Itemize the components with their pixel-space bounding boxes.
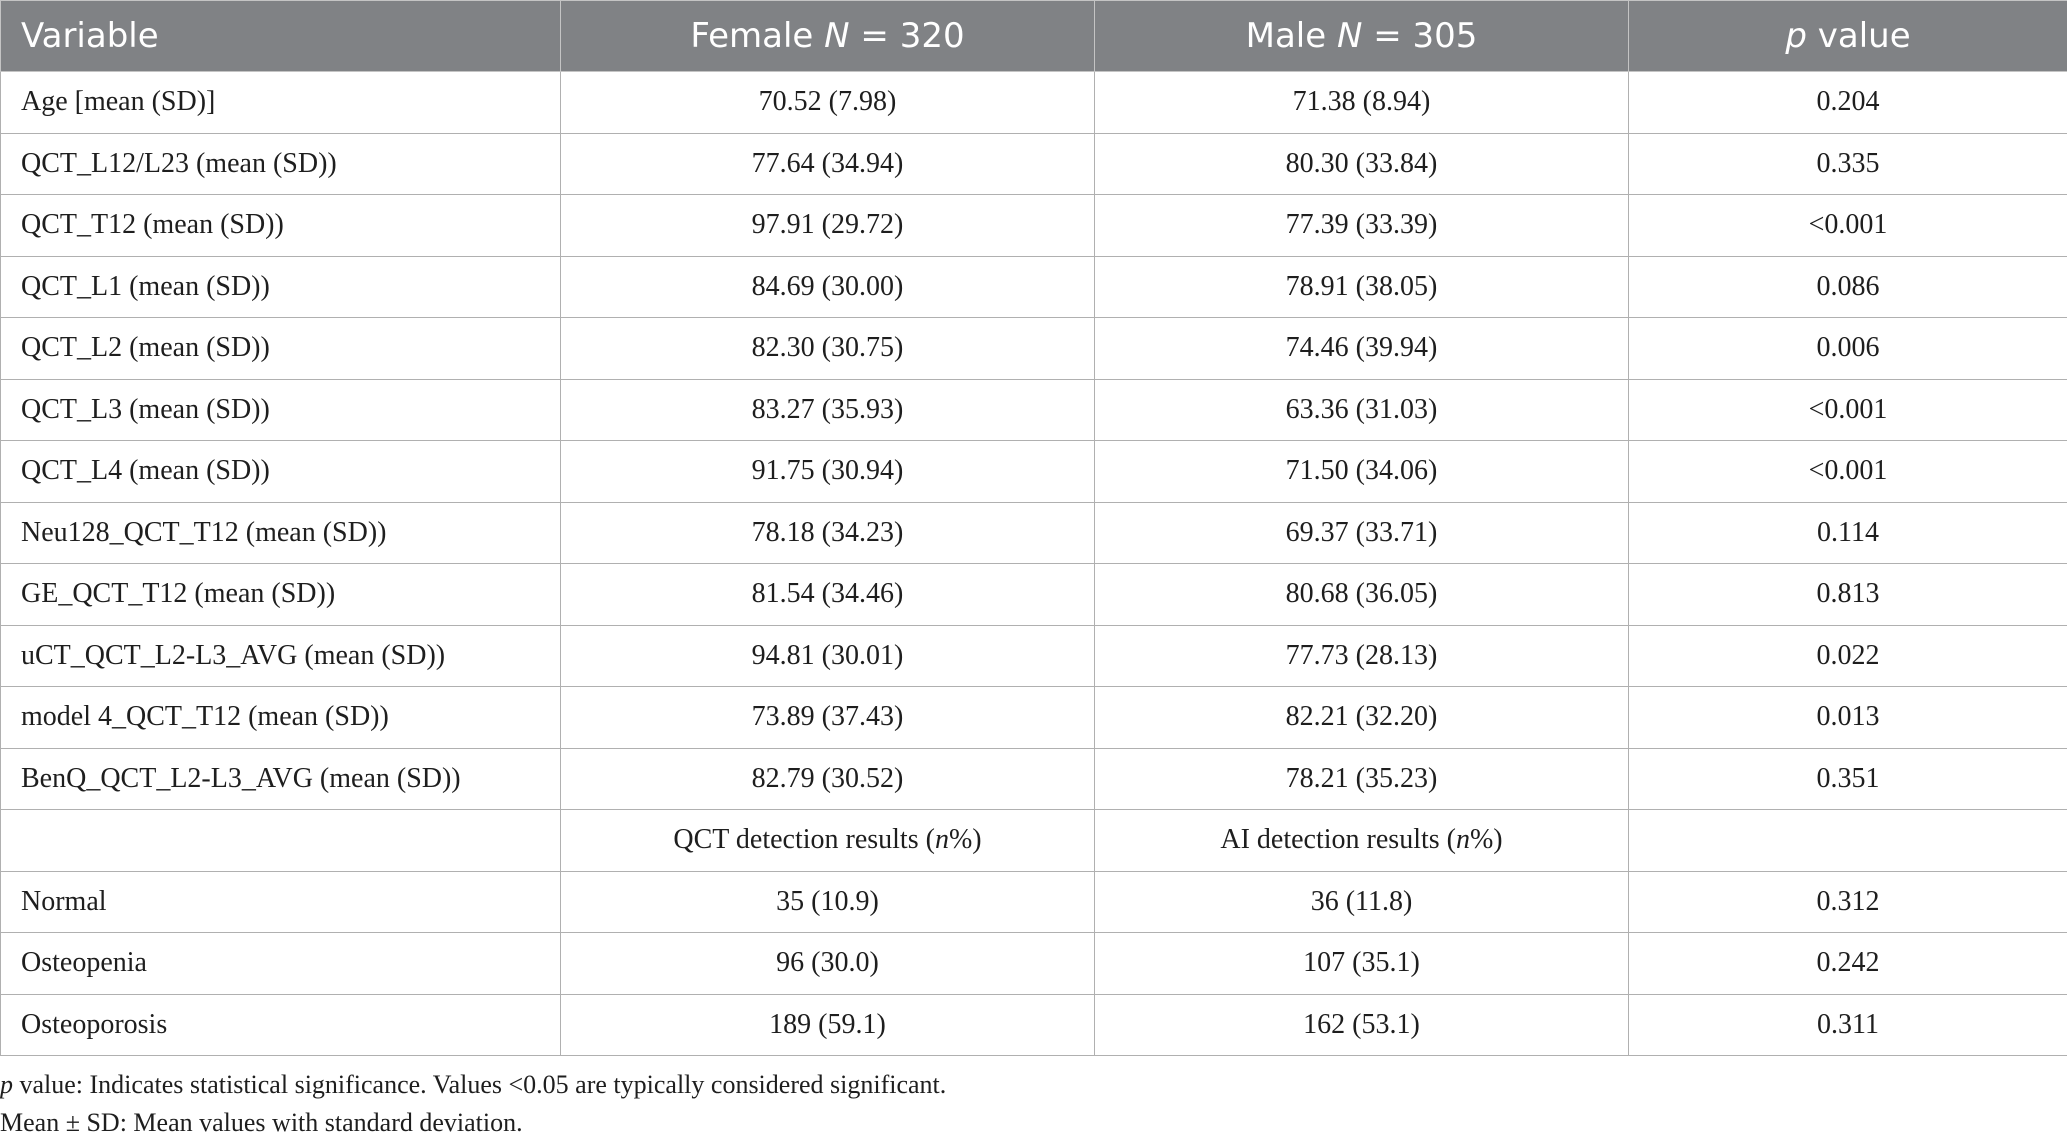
row-cell-male: 77.73 (28.13) — [1095, 625, 1629, 687]
subheader-ai: AI detection results (n%) — [1095, 810, 1629, 872]
row-cell-female: 83.27 (35.93) — [561, 379, 1095, 441]
row-cell-female: 77.64 (34.94) — [561, 133, 1095, 195]
table-row — [1, 379, 2067, 441]
row-cell-female: 84.69 (30.00) — [561, 256, 1095, 318]
row-label: QCT_L4 (mean (SD)) — [1, 441, 561, 503]
row-cell-female: 78.18 (34.23) — [561, 502, 1095, 564]
detection-row — [1, 871, 2067, 933]
subheader-p-cell — [1629, 810, 2067, 872]
row-cell-qct: 35 (10.9) — [561, 871, 1095, 933]
row-cell-p: 0.086 — [1629, 256, 2067, 318]
row-cell-qct: 189 (59.1) — [561, 994, 1095, 1056]
row-cell-p: <0.001 — [1629, 195, 2067, 257]
header-row — [1, 1, 2067, 72]
row-cell-ai: 107 (35.1) — [1095, 933, 1629, 995]
row-cell-female: 81.54 (34.46) — [561, 564, 1095, 626]
row-cell-p: 0.204 — [1629, 72, 2067, 134]
row-cell-p: 0.114 — [1629, 502, 2067, 564]
table-row — [1, 625, 2067, 687]
row-cell-male: 71.38 (8.94) — [1095, 72, 1629, 134]
row-cell-p: 0.013 — [1629, 687, 2067, 749]
row-cell-p: 0.022 — [1629, 625, 2067, 687]
table-row — [1, 133, 2067, 195]
row-cell-p: 0.006 — [1629, 318, 2067, 380]
row-cell-ai: 36 (11.8) — [1095, 871, 1629, 933]
row-cell-p: 0.311 — [1629, 994, 2067, 1056]
row-cell-male: 69.37 (33.71) — [1095, 502, 1629, 564]
row-cell-male: 71.50 (34.06) — [1095, 441, 1629, 503]
footnote-mean-sd: Mean ± SD: Mean values with standard deviation. — [0, 1108, 523, 1137]
row-cell-female: 82.30 (30.75) — [561, 318, 1095, 380]
row-cell-female: 73.89 (37.43) — [561, 687, 1095, 749]
row-cell-p: <0.001 — [1629, 441, 2067, 503]
row-label: Normal — [1, 871, 561, 933]
row-label: Age [mean (SD)] — [1, 72, 561, 134]
row-label: QCT_L3 (mean (SD)) — [1, 379, 561, 441]
row-cell-p: 0.242 — [1629, 933, 2067, 995]
row-cell-male: 82.21 (32.20) — [1095, 687, 1629, 749]
row-label: Osteoporosis — [1, 994, 561, 1056]
row-cell-male: 63.36 (31.03) — [1095, 379, 1629, 441]
row-cell-ai: 162 (53.1) — [1095, 994, 1629, 1056]
header-p-value: p value — [1629, 1, 2067, 72]
row-cell-male: 80.30 (33.84) — [1095, 133, 1629, 195]
row-label: BenQ_QCT_L2-L3_AVG (mean (SD)) — [1, 748, 561, 810]
table-row — [1, 195, 2067, 257]
row-cell-p: 0.813 — [1629, 564, 2067, 626]
detection-row — [1, 994, 2067, 1056]
row-cell-p: 0.335 — [1629, 133, 2067, 195]
row-label: Osteopenia — [1, 933, 561, 995]
subheader-row — [1, 810, 2067, 872]
row-cell-p: <0.001 — [1629, 379, 2067, 441]
row-cell-female: 97.91 (29.72) — [561, 195, 1095, 257]
table-row — [1, 441, 2067, 503]
table-row — [1, 687, 2067, 749]
table-footnotes — [0, 1066, 946, 1142]
footnote-p-value: p value: Indicates statistical significance. Values <0.05 are typically considered significant. — [0, 1070, 947, 1099]
row-cell-male: 74.46 (39.94) — [1095, 318, 1629, 380]
row-cell-female: 91.75 (30.94) — [561, 441, 1095, 503]
row-cell-p: 0.312 — [1629, 871, 2067, 933]
row-cell-qct: 96 (30.0) — [561, 933, 1095, 995]
row-cell-female: 82.79 (30.52) — [561, 748, 1095, 810]
row-label: model 4_QCT_T12 (mean (SD)) — [1, 687, 561, 749]
row-label: uCT_QCT_L2-L3_AVG (mean (SD)) — [1, 625, 561, 687]
row-label: QCT_L1 (mean (SD)) — [1, 256, 561, 318]
subheader-qct: QCT detection results (n%) — [561, 810, 1095, 872]
table-row — [1, 72, 2067, 134]
detection-row — [1, 933, 2067, 995]
table-row — [1, 748, 2067, 810]
row-cell-male: 80.68 (36.05) — [1095, 564, 1629, 626]
row-cell-female: 94.81 (30.01) — [561, 625, 1095, 687]
table-row — [1, 318, 2067, 380]
table-row — [1, 256, 2067, 318]
row-label: GE_QCT_T12 (mean (SD)) — [1, 564, 561, 626]
row-cell-male: 78.21 (35.23) — [1095, 748, 1629, 810]
row-label: QCT_L12/L23 (mean (SD)) — [1, 133, 561, 195]
row-label: QCT_L2 (mean (SD)) — [1, 318, 561, 380]
row-cell-male: 78.91 (38.05) — [1095, 256, 1629, 318]
table-row — [1, 564, 2067, 626]
header-male: Male N = 305 — [1095, 1, 1629, 72]
row-label: QCT_T12 (mean (SD)) — [1, 195, 561, 257]
header-female: Female N = 320 — [561, 1, 1095, 72]
header-variable: Variable — [1, 1, 561, 72]
row-label: Neu128_QCT_T12 (mean (SD)) — [1, 502, 561, 564]
row-cell-male: 77.39 (33.39) — [1095, 195, 1629, 257]
subheader-variable-cell — [1, 810, 561, 872]
row-cell-female: 70.52 (7.98) — [561, 72, 1095, 134]
table-row — [1, 502, 2067, 564]
row-cell-p: 0.351 — [1629, 748, 2067, 810]
